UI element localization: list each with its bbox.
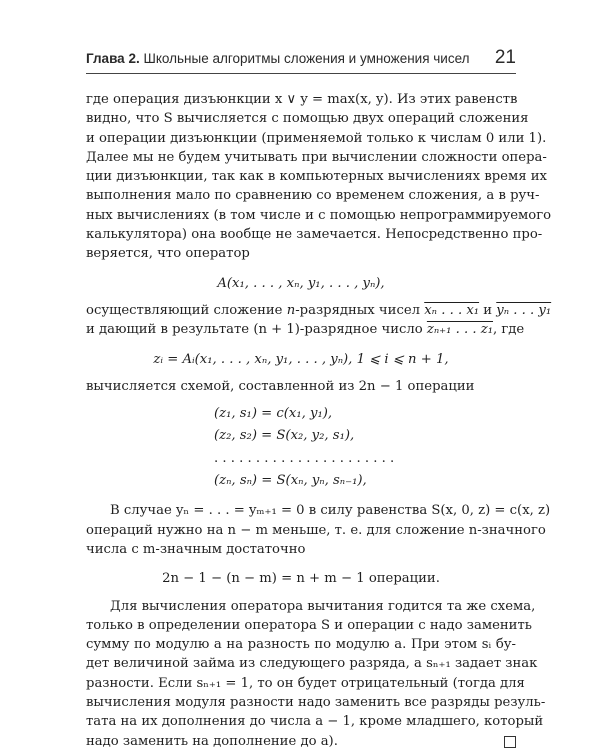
overlined-y-number: yₙ . . . y₁ — [496, 302, 552, 318]
text-line: вычисления модуля разности надо заменить все разряды резуль- — [86, 695, 546, 711]
text-line: надо заменить на дополнение до a). — [86, 732, 516, 751]
text-line: выполнения мало по сравнению со временем сложения, а в руч- — [86, 188, 540, 204]
chapter-heading — [86, 51, 470, 66]
page-number: 21 — [494, 47, 516, 68]
text-line: тата на их дополнения до числа a − 1, кроме младшего, который — [86, 714, 544, 730]
text-line: числа с m-значным достаточно — [86, 541, 306, 557]
running-header — [86, 49, 516, 71]
formula-zi: zᵢ = Aᵢ(x₁, . . . , xₙ, y₁, . . . , yₙ), 1 ⩽ i ⩽ n + 1, — [153, 351, 449, 367]
page-body — [86, 90, 552, 751]
text-line: Далее мы не будем учитывать при вычислении сложности опера- — [86, 149, 547, 165]
text-line: осуществляющий сложение n-разрядных чисел xₙ . . . x₁ и yₙ . . . y₁ — [86, 302, 552, 318]
formula-operator-A: A(x₁, . . . , xₙ, y₁, . . . , yₙ), — [217, 275, 385, 291]
scheme-line: (z₂, s₂) = S(x₂, y₂, s₁), — [214, 428, 355, 444]
text-line: веряется, что оператор — [86, 246, 250, 262]
scheme-line: (zₙ, sₙ) = S(xₙ, yₙ, sₙ₋₁), — [214, 473, 367, 489]
text-line: В случае yₙ = . . . = yₘ₊₁ = 0 в силу равенства S(x, 0, z) = c(x, z) — [110, 503, 551, 519]
text-line: калькулятора) она вообще не замечается. Непосредственно про- — [86, 227, 543, 243]
text-line: вычисляется схемой, составленной из 2n − 1 операции — [86, 378, 475, 394]
text-line: и операции дизъюнкции (применяемой только к числам 0 или 1). — [86, 130, 547, 146]
text-line: где операция дизъюнкции x ∨ y = max(x, y). Из этих равенств — [86, 92, 518, 107]
text-line: разности. Если sₙ₊₁ = 1, то он будет отрицательный (тогда для — [86, 675, 525, 691]
scheme-dots: . . . . . . . . . . . . . . . . . . . . . . — [214, 450, 395, 466]
end-of-proof-square-icon — [504, 736, 516, 748]
overlined-x-number: xₙ . . . x₁ — [424, 302, 480, 318]
scheme-line: (z₁, s₁) = c(x₁, y₁), — [214, 406, 333, 422]
text-line: и дающий в результате (n + 1)-разрядное число zₙ₊₁ . . . z₁, где — [86, 322, 525, 338]
text-line: дет величиной займа из следующего разряда, а sₙ₊₁ задает знак — [86, 656, 538, 672]
text-line: сумму по модулю a на разность по модулю a. При этом sᵢ бу- — [86, 637, 516, 653]
formula-operations: 2n − 1 − (n − m) = n + m − 1 операции. — [162, 571, 440, 587]
text-line: ных вычислениях (в том числе и с помощью непрограммируемого — [86, 207, 552, 223]
chapter-title: Школьные алгоритмы сложения и умножения чисел — [143, 51, 470, 66]
text-line: ции дизъюнкции, так как в компьютерных вычислениях время их — [86, 169, 547, 185]
text-line: Для вычисления оператора вычитания годится та же схема, — [110, 598, 536, 614]
header-rule — [86, 73, 516, 74]
text-line: операций нужно на n − m меньше, т. е. для сложение n-значного — [86, 522, 546, 538]
overlined-z-number: zₙ₊₁ . . . z₁ — [426, 322, 494, 338]
text-line: видно, что S вычисляется с помощью двух операций сложения — [86, 111, 529, 127]
text-line: только в определении оператора S и операции c надо заменить — [86, 617, 532, 633]
chapter-label: Глава 2. — [86, 51, 140, 66]
